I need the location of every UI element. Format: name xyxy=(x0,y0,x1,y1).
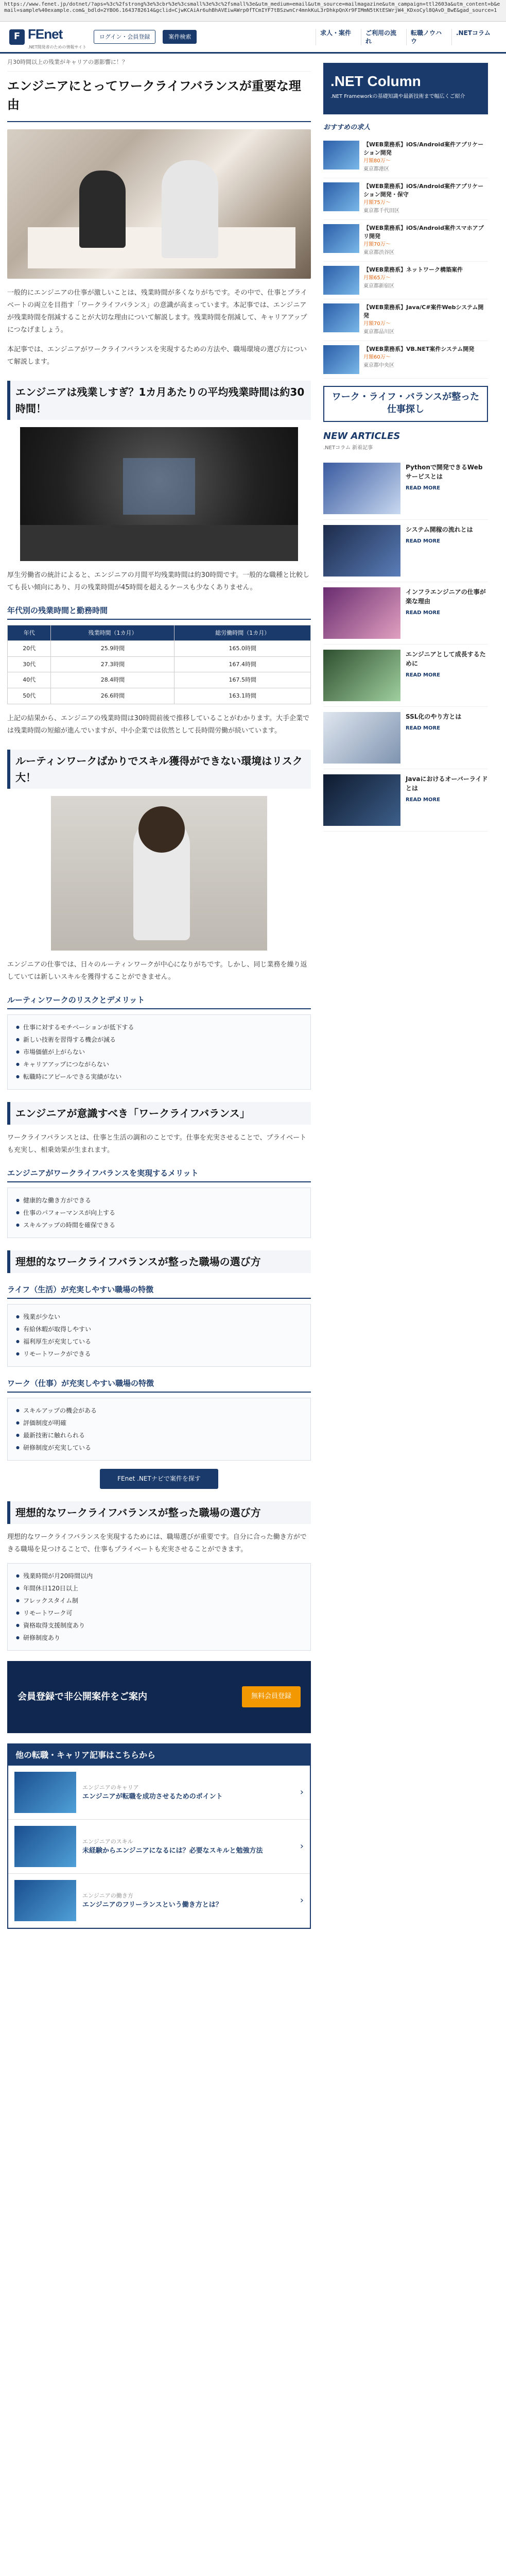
list-item: ● 評価制度が明確 xyxy=(16,1417,302,1429)
table-cell: 28.4時間 xyxy=(51,672,175,688)
section-photo-2 xyxy=(51,796,267,951)
logo-mark: F xyxy=(9,29,25,45)
sub-heading-2: ルーティンワークのリスクとデメリット xyxy=(7,994,311,1009)
article-thumbnail xyxy=(323,525,400,577)
list-item: ● スキルアップの時間を確保できる xyxy=(16,1219,302,1231)
article-item[interactable] xyxy=(323,582,488,645)
table-cell: 167.4時間 xyxy=(175,656,311,672)
overtime-table xyxy=(7,625,311,704)
guide-thumbnail xyxy=(14,1880,76,1921)
article-item[interactable] xyxy=(323,520,488,582)
table-cell: 167.5時間 xyxy=(175,672,311,688)
article-thumbnail xyxy=(323,463,400,514)
job-item[interactable] xyxy=(323,178,488,220)
member-banner[interactable] xyxy=(7,1661,311,1733)
job-thumbnail xyxy=(323,182,359,211)
browser-url[interactable]: https://www.fenet.jp/dotnet/?aps=%3c%2fstrong%3e%3cbr%3e%3csmall%3e%3c%2fsmall%3e&utm_medium=email&utm_source=mailmagazine&utm_campaign=ttl2603a&utm_content=b&email=sample%40example.com&_bdld=2YBO6.1643782614&gclid=CjwKCAiAr6uhBhAVEiwAWrp0fTCmIYF7tBSzwnCr4mnkKuL3rDhkpQnXr9FIMmN5tKtESWrjW4_KDxoCyl8QAvD_BwE&gad_source=1 xyxy=(0,0,506,22)
section-text-1: 厚生労働省の統計によると、エンジニアの月間平均残業時間は約30時間です。一般的な職種と比較しても長い傾向にあり、月の残業時間が45時間を超えるケースも少なくありません。 xyxy=(7,571,310,591)
list-item: ● 研修制度あり xyxy=(16,1632,302,1644)
section-text-1b: 上記の結果から、エンジニアの残業時間は30時間前後で推移していることがわかります。大手企業では残業時間の短縮が進んでいますが、中小企業では依然として長時間労働が続いています。 xyxy=(7,714,310,735)
table-row xyxy=(8,672,311,688)
table-heading: 年代別の残業時間と勤務時間 xyxy=(7,604,311,620)
global-nav xyxy=(316,29,497,45)
guide-item[interactable] xyxy=(8,1766,310,1820)
page-title: エンジニアにとってワークライフバランスが重要な理由 xyxy=(7,72,311,122)
table-row xyxy=(8,656,311,672)
nav-column[interactable]: .NETコラム xyxy=(451,29,497,45)
job-location: 東京都中央区 xyxy=(363,362,394,368)
guide-meta: エンジニアの働き方 xyxy=(82,1892,133,1899)
guide-thumbnail xyxy=(14,1772,76,1813)
wlb-banner[interactable]: ワーク・ライフ・バランスが整った仕事探し xyxy=(323,386,488,422)
job-thumbnail xyxy=(323,224,359,253)
logo-sub: .NET開発者のための情報サイト xyxy=(28,45,86,50)
list-item: ● 転職時にアピールできる実績がない xyxy=(16,1071,302,1083)
list-item: ● 残業が少ない xyxy=(16,1311,302,1323)
article-item[interactable] xyxy=(323,457,488,520)
job-salary: 月額70万〜 xyxy=(363,320,391,327)
job-item[interactable] xyxy=(323,262,488,299)
nav-knowhow[interactable]: 転職ノウハウ xyxy=(406,29,451,45)
guide-item[interactable] xyxy=(8,1820,310,1874)
register-button[interactable]: 無料会員登録 xyxy=(242,1686,301,1707)
article-thumbnail xyxy=(323,712,400,764)
job-title: 【WEB業務系】Java/C#案件Webシステム開発 xyxy=(363,303,484,319)
job-salary: 月額60万〜 xyxy=(363,354,391,360)
article-thumbnail xyxy=(323,774,400,826)
guide-item[interactable] xyxy=(8,1874,310,1928)
job-location: 東京都港区 xyxy=(363,166,389,172)
job-item[interactable] xyxy=(323,137,488,178)
section-text-2: エンジニアの仕事では、日々のルーティンワークが中心になりがちです。しかし、同じ業務を繰り返していては新しいスキルを獲得することができません。 xyxy=(7,960,307,981)
list-item: ● 資格取得支援制度あり xyxy=(16,1619,302,1632)
read-more-link[interactable]: READ MORE xyxy=(406,538,441,544)
read-more-link[interactable]: READ MORE xyxy=(406,609,441,616)
article-item[interactable] xyxy=(323,769,488,832)
job-thumbnail xyxy=(323,141,359,170)
guide-meta: エンジニアのスキル xyxy=(82,1838,133,1845)
job-salary: 月額80万〜 xyxy=(363,158,391,164)
job-salary: 月額70万〜 xyxy=(363,241,391,247)
table-cell: 20代 xyxy=(8,641,51,657)
net-column-banner[interactable] xyxy=(323,63,488,114)
list-item: ● 仕事に対するモチベーションが低下する xyxy=(16,1021,302,1033)
read-more-link[interactable]: READ MORE xyxy=(406,796,441,803)
point-list-4a xyxy=(7,1304,311,1367)
job-title: 【WEB業務系】VB.NET案件システム開発 xyxy=(363,345,475,352)
job-thumbnail xyxy=(323,345,359,374)
section-heading-5: 理想的なワークライフバランスが整った職場の選び方 xyxy=(7,1501,311,1524)
table-cell: 27.3時間 xyxy=(51,656,175,672)
point-list-3 xyxy=(7,1188,311,1238)
section-heading-4: 理想的なワークライフバランスが整った職場の選び方 xyxy=(7,1250,311,1273)
table-cell: 40代 xyxy=(8,672,51,688)
section-heading-2: ルーティンワークばかりでスキル獲得ができない環境はリスク大！ xyxy=(7,750,311,789)
breadcrumb[interactable]: 月30時間以上の残業がキャリアの悪影響に！？ xyxy=(7,54,311,72)
guide-meta: エンジニアのキャリア xyxy=(82,1784,139,1791)
sub-heading-3: エンジニアがワークライフバランスを実現するメリット xyxy=(7,1167,311,1182)
list-item: ● スキルアップの機会がある xyxy=(16,1404,302,1417)
job-item[interactable] xyxy=(323,299,488,341)
article-title: エンジニアとして成長するために xyxy=(406,650,486,667)
member-banner-title: 会員登録で非公開案件をご案内 xyxy=(18,1691,147,1702)
article-title: Pythonで開発できるWebサービスとは xyxy=(406,463,483,480)
job-title: 【WEB業務系】iOS/Android案件スマホアプリ開発 xyxy=(363,224,484,240)
new-articles-sub: .NETコラム 新着記事 xyxy=(323,445,373,451)
list-item: ● 福利厚生が充実している xyxy=(16,1335,302,1348)
list-item: ● リモートワークができる xyxy=(16,1348,302,1360)
point-list-2 xyxy=(7,1014,311,1090)
section-heading-3: エンジニアが意識すべき「ワークライフバランス」 xyxy=(7,1102,311,1125)
career-guide xyxy=(7,1743,311,1929)
read-more-link[interactable]: READ MORE xyxy=(406,485,441,491)
list-item: ● 市場価値が上がらない xyxy=(16,1046,302,1058)
list-item: ● 最新技術に触れられる xyxy=(16,1429,302,1442)
hero-image xyxy=(7,129,311,279)
list-item: ● キャリアアップにつながらない xyxy=(16,1058,302,1071)
read-more-link[interactable]: READ MORE xyxy=(406,725,441,731)
job-salary: 月額65万〜 xyxy=(363,275,391,281)
table-row xyxy=(8,641,311,657)
logo-text: FEnet xyxy=(28,26,63,42)
section-photo-1 xyxy=(20,427,298,561)
job-title: 【WEB業務系】iOS/Android案件アプリケーション開発 xyxy=(363,141,484,156)
nav-flow[interactable]: ご利用の流れ xyxy=(361,29,406,45)
find-jobs-button[interactable]: FEnet .NETナビで案件を探す xyxy=(100,1469,218,1489)
article-title: インフラエンジニアの仕事が楽な理由 xyxy=(406,588,486,605)
table-header: 残業時間（1カ月） xyxy=(51,625,175,641)
table-cell: 25.9時間 xyxy=(51,641,175,657)
site-logo[interactable] xyxy=(9,24,86,50)
job-salary: 月額75万〜 xyxy=(363,199,391,206)
sub-heading-4b: ワーク（仕事）が充実しやすい職場の特徴 xyxy=(7,1377,311,1393)
point-list-4b xyxy=(7,1398,311,1461)
job-thumbnail xyxy=(323,303,359,332)
sub-heading-4a: ライフ（生活）が充実しやすい職場の特徴 xyxy=(7,1283,311,1299)
login-button[interactable]: ログイン・会員登録 xyxy=(94,30,155,44)
guide-title: エンジニアのフリーランスという働き方とは？ xyxy=(82,1901,222,1909)
intro-text-2: 本記事では、エンジニアがワークライフバランスを実現するための方法や、職場環境の選び方について解説します。 xyxy=(7,345,307,366)
new-articles-heading: NEW ARTICLES xyxy=(323,430,400,442)
job-thumbnail xyxy=(323,266,359,295)
chevron-right-icon: › xyxy=(300,1840,304,1852)
recommended-heading: おすすめの求人 xyxy=(323,124,371,131)
job-location: 東京都千代田区 xyxy=(363,208,399,214)
net-column-sub: .NET Frameworkの基礎知識や最新技術まで幅広くご紹介 xyxy=(330,93,465,99)
article-title: SSL化のやり方とは xyxy=(406,713,462,720)
guide-title: 未経験からエンジニアになるには？必要なスキルと勉強方法 xyxy=(82,1847,263,1855)
article-thumbnail xyxy=(323,587,400,639)
sidebar xyxy=(323,54,488,1939)
search-jobs-button[interactable]: 案件検索 xyxy=(163,30,197,44)
job-title: 【WEB業務系】iOS/Android案件アプリケーション開発・保守 xyxy=(363,182,484,198)
job-location: 東京都品川区 xyxy=(363,329,394,335)
table-cell: 163.1時間 xyxy=(175,688,311,704)
guide-thumbnail xyxy=(14,1826,76,1867)
table-header: 年代 xyxy=(8,625,51,641)
list-item: ● リモートワーク可 xyxy=(16,1607,302,1619)
guide-title: エンジニアが転職を成功させるためのポイント xyxy=(82,1793,223,1801)
table-cell: 165.0時間 xyxy=(175,641,311,657)
table-header: 総労働時間（1カ月） xyxy=(175,625,311,641)
chevron-right-icon: › xyxy=(300,1786,304,1798)
article-main xyxy=(7,54,311,1939)
list-item: ● 研修制度が充実している xyxy=(16,1442,302,1454)
article-thumbnail xyxy=(323,650,400,701)
section-text-5: 理想的なワークライフバランスを実現するためには、職場選びが重要です。自分に合った働き方ができる職場を見つけることで、仕事もプライベートも充実させることができます。 xyxy=(7,1533,307,1553)
section-heading-1: エンジニアは残業しすぎ？1カ月あたりの平均残業時間は約30時間！ xyxy=(7,381,311,420)
table-row xyxy=(8,688,311,704)
list-item: ● フレックスタイム制 xyxy=(16,1595,302,1607)
article-item[interactable] xyxy=(323,645,488,707)
job-item[interactable] xyxy=(323,220,488,262)
list-item: ● 残業時間が月20時間以内 xyxy=(16,1570,302,1582)
net-column-title: .NET Column xyxy=(330,73,421,89)
point-list-5 xyxy=(7,1563,311,1651)
list-item: ● 仕事のパフォーマンスが向上する xyxy=(16,1207,302,1219)
article-title: システム開稼の流れとは xyxy=(406,526,473,533)
site-header xyxy=(0,22,506,54)
list-item: ● 新しい技術を習得する機会が減る xyxy=(16,1033,302,1046)
job-item[interactable] xyxy=(323,341,488,379)
list-item: ● 年間休日120日以上 xyxy=(16,1582,302,1595)
section-text-3: ワークライフバランスとは、仕事と生活の調和のことです。仕事を充実させることで、プライベートも充実し、相乗効果が生まれます。 xyxy=(7,1133,307,1154)
table-cell: 30代 xyxy=(8,656,51,672)
career-guide-header: 他の転職・キャリア記事はこちらから xyxy=(8,1744,310,1766)
intro-text: 一般的にエンジニアの仕事が激しいことは、残業時間が多くなりがちです。その中で、仕事とプライベートの両立を目指す「ワークライフバランス」の意識が高まっています。本記事では、エンジニアが残業時間を削減することが大切な理由について解説します。残業時間を削減して、キャリアアップにつなげましょう。 xyxy=(7,289,307,334)
chevron-right-icon: › xyxy=(300,1894,304,1906)
job-title: 【WEB業務系】ネットワーク構築案件 xyxy=(363,266,463,273)
list-item: ● 有給休暇が取得しやすい xyxy=(16,1323,302,1335)
list-item: ● 健康的な働き方ができる xyxy=(16,1194,302,1207)
job-location: 東京都新宿区 xyxy=(363,283,394,289)
job-location: 東京都渋谷区 xyxy=(363,249,394,256)
article-title: Javaにおけるオーバーライドとは xyxy=(406,775,488,792)
article-item[interactable] xyxy=(323,707,488,769)
read-more-link[interactable]: READ MORE xyxy=(406,672,441,678)
table-cell: 26.6時間 xyxy=(51,688,175,704)
table-cell: 50代 xyxy=(8,688,51,704)
nav-jobs[interactable]: 求人・案件 xyxy=(316,29,361,45)
